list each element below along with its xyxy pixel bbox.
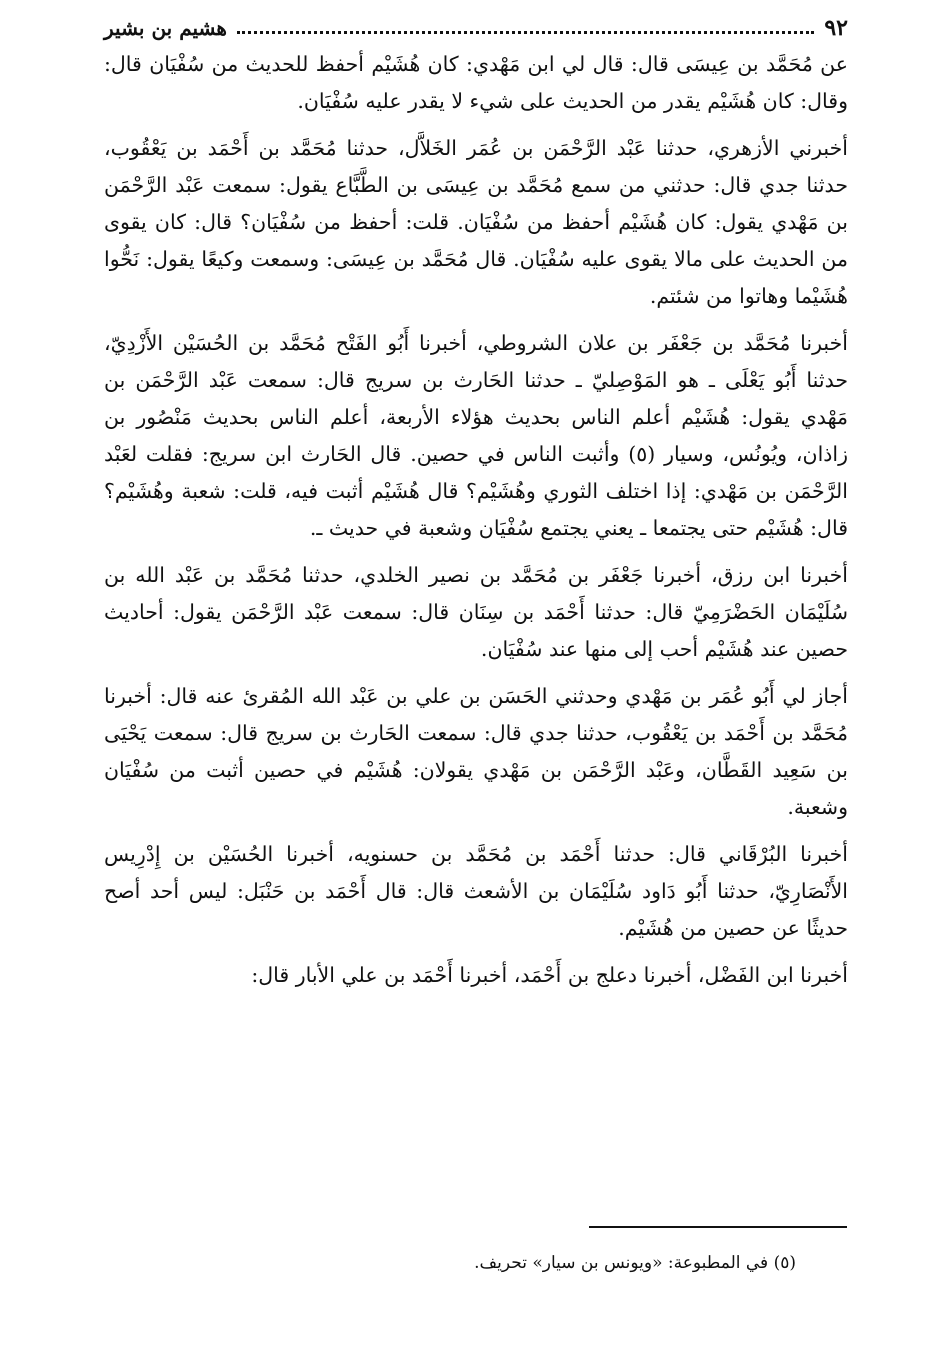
paragraph-1: عن مُحَمَّد بن عِيسَى قال: قال لي ابن مَهْدي: كان هُشَيْم أحفظ للحديث من سُفْيَان قال: وقال: كان هُشَيْم يقدر من الحديث على شيء لا يقدر عليه سُفْيَان. bbox=[104, 52, 848, 113]
paragraph-6: أخبرنا البُرْقَاني قال: حدثنا أَحْمَد بن مُحَمَّد بن حسنويه، أخبرنا الحُسَيْن بن إِدْرِيس الأَنْصَارِيّ، حدثنا أَبُو دَاود سُلَيْمَان بن الأشعث قال: قال أَحْمَد بن حَنْبَل: ليس أحد أصح حديثًا عن حصين من هُشَيْم. bbox=[104, 842, 848, 940]
header-title: هشيم بن بشير bbox=[104, 16, 227, 40]
paragraph-7: أخبرنا ابن الفَضْل، أخبرنا دعلج بن أَحْمَد، أخبرنا أَحْمَد بن علي الأبار قال: bbox=[251, 963, 848, 987]
running-header bbox=[104, 10, 848, 46]
footnote: (٥) في المطبوعة: «ويونس بن سيار» تحريف. bbox=[474, 1253, 796, 1273]
book-page bbox=[104, 10, 848, 1004]
footnote-divider bbox=[589, 1226, 847, 1228]
dotted-leader bbox=[237, 31, 814, 34]
page-number: ٩٢ bbox=[824, 15, 848, 41]
paragraph-2: أخبرني الأزهري، حدثنا عَبْد الرَّحْمَن بن عُمَر الخَلاَّل، حدثنا مُحَمَّد بن أَحْمَد بن يَعْقُوب، حدثنا جدي قال: حدثني من سمع مُحَمَّد بن عِيسَى بن الطَّبَّاع يقول: سمعت عَبْد الرَّحْمَن بن مَهْدي يقول: كان هُشَيْم أحفظ من سُفْيَان. قلت: أحفظ من سُفْيَان؟ قال: كان يقوى من الحديث على مالا يقوى عليه سُفْيَان. قال مُحَمَّد بن عِيسَى: وسمعت وكيعًا يقول: نَحُّوا هُشَيْما وهاتوا من شئتم. bbox=[104, 136, 848, 308]
paragraph-4: أخبرنا ابن رزق، أخبرنا جَعْفَر بن مُحَمَّد بن نصير الخلدي، حدثنا مُحَمَّد بن عَبْد الله بن سُلَيْمَان الحَضْرَمِيّ قال: حدثنا أَحْمَد بن سِنَان قال: سمعت عَبْد الرَّحْمَن يقول: أحاديث حصين عند هُشَيْم أحب إلى منها عند سُفْيَان. bbox=[104, 563, 848, 661]
paragraph-5: أجاز لي أَبُو عُمَر بن مَهْدي وحدثني الحَسَن بن علي بن عَبْد الله المُقرئ عنه قال: أخبرنا مُحَمَّد بن أَحْمَد بن يَعْقُوب، حدثنا جدي قال: سمعت الحَارث بن سريج قال: سمعت يَحْيَى بن سَعِيد القَطَّان، وعَبْد الرَّحْمَن بن مَهْدي يقولان: هُشَيْم في حصين أثبت من سُفْيَان وشعبة. bbox=[104, 684, 848, 819]
body-text bbox=[104, 46, 848, 994]
paragraph-3: أخبرنا مُحَمَّد بن جَعْفَر بن علان الشروطي، أخبرنا أَبُو الفَتْح مُحَمَّد بن الحُسَيْن الأَزْدِيّ، حدثنا أَبُو يَعْلَى ـ هو المَوْصِليّ ـ حدثنا الحَارث بن سريج قال: سمعت عَبْد الرَّحْمَن بن مَهْدي يقول: هُشَيْم أعلم الناس بحديث هؤلاء الأربعة، أعلم الناس بحديث مَنْصُور بن زاذان، ويُونُس، وسيار (٥) وأثبت الناس في حصين. قال الحَارث ابن سريج: فقلت لعَبْد الرَّحْمَن بن مَهْدي: إذا اختلف الثوري وهُشَيْم؟ قال هُشَيْم أثبت فيه، قلت: شعبة وهُشَيْم؟ قال: هُشَيْم حتى يجتمعا ـ يعني يجتمع سُفْيَان وشعبة في حديث ـ. bbox=[104, 331, 848, 540]
